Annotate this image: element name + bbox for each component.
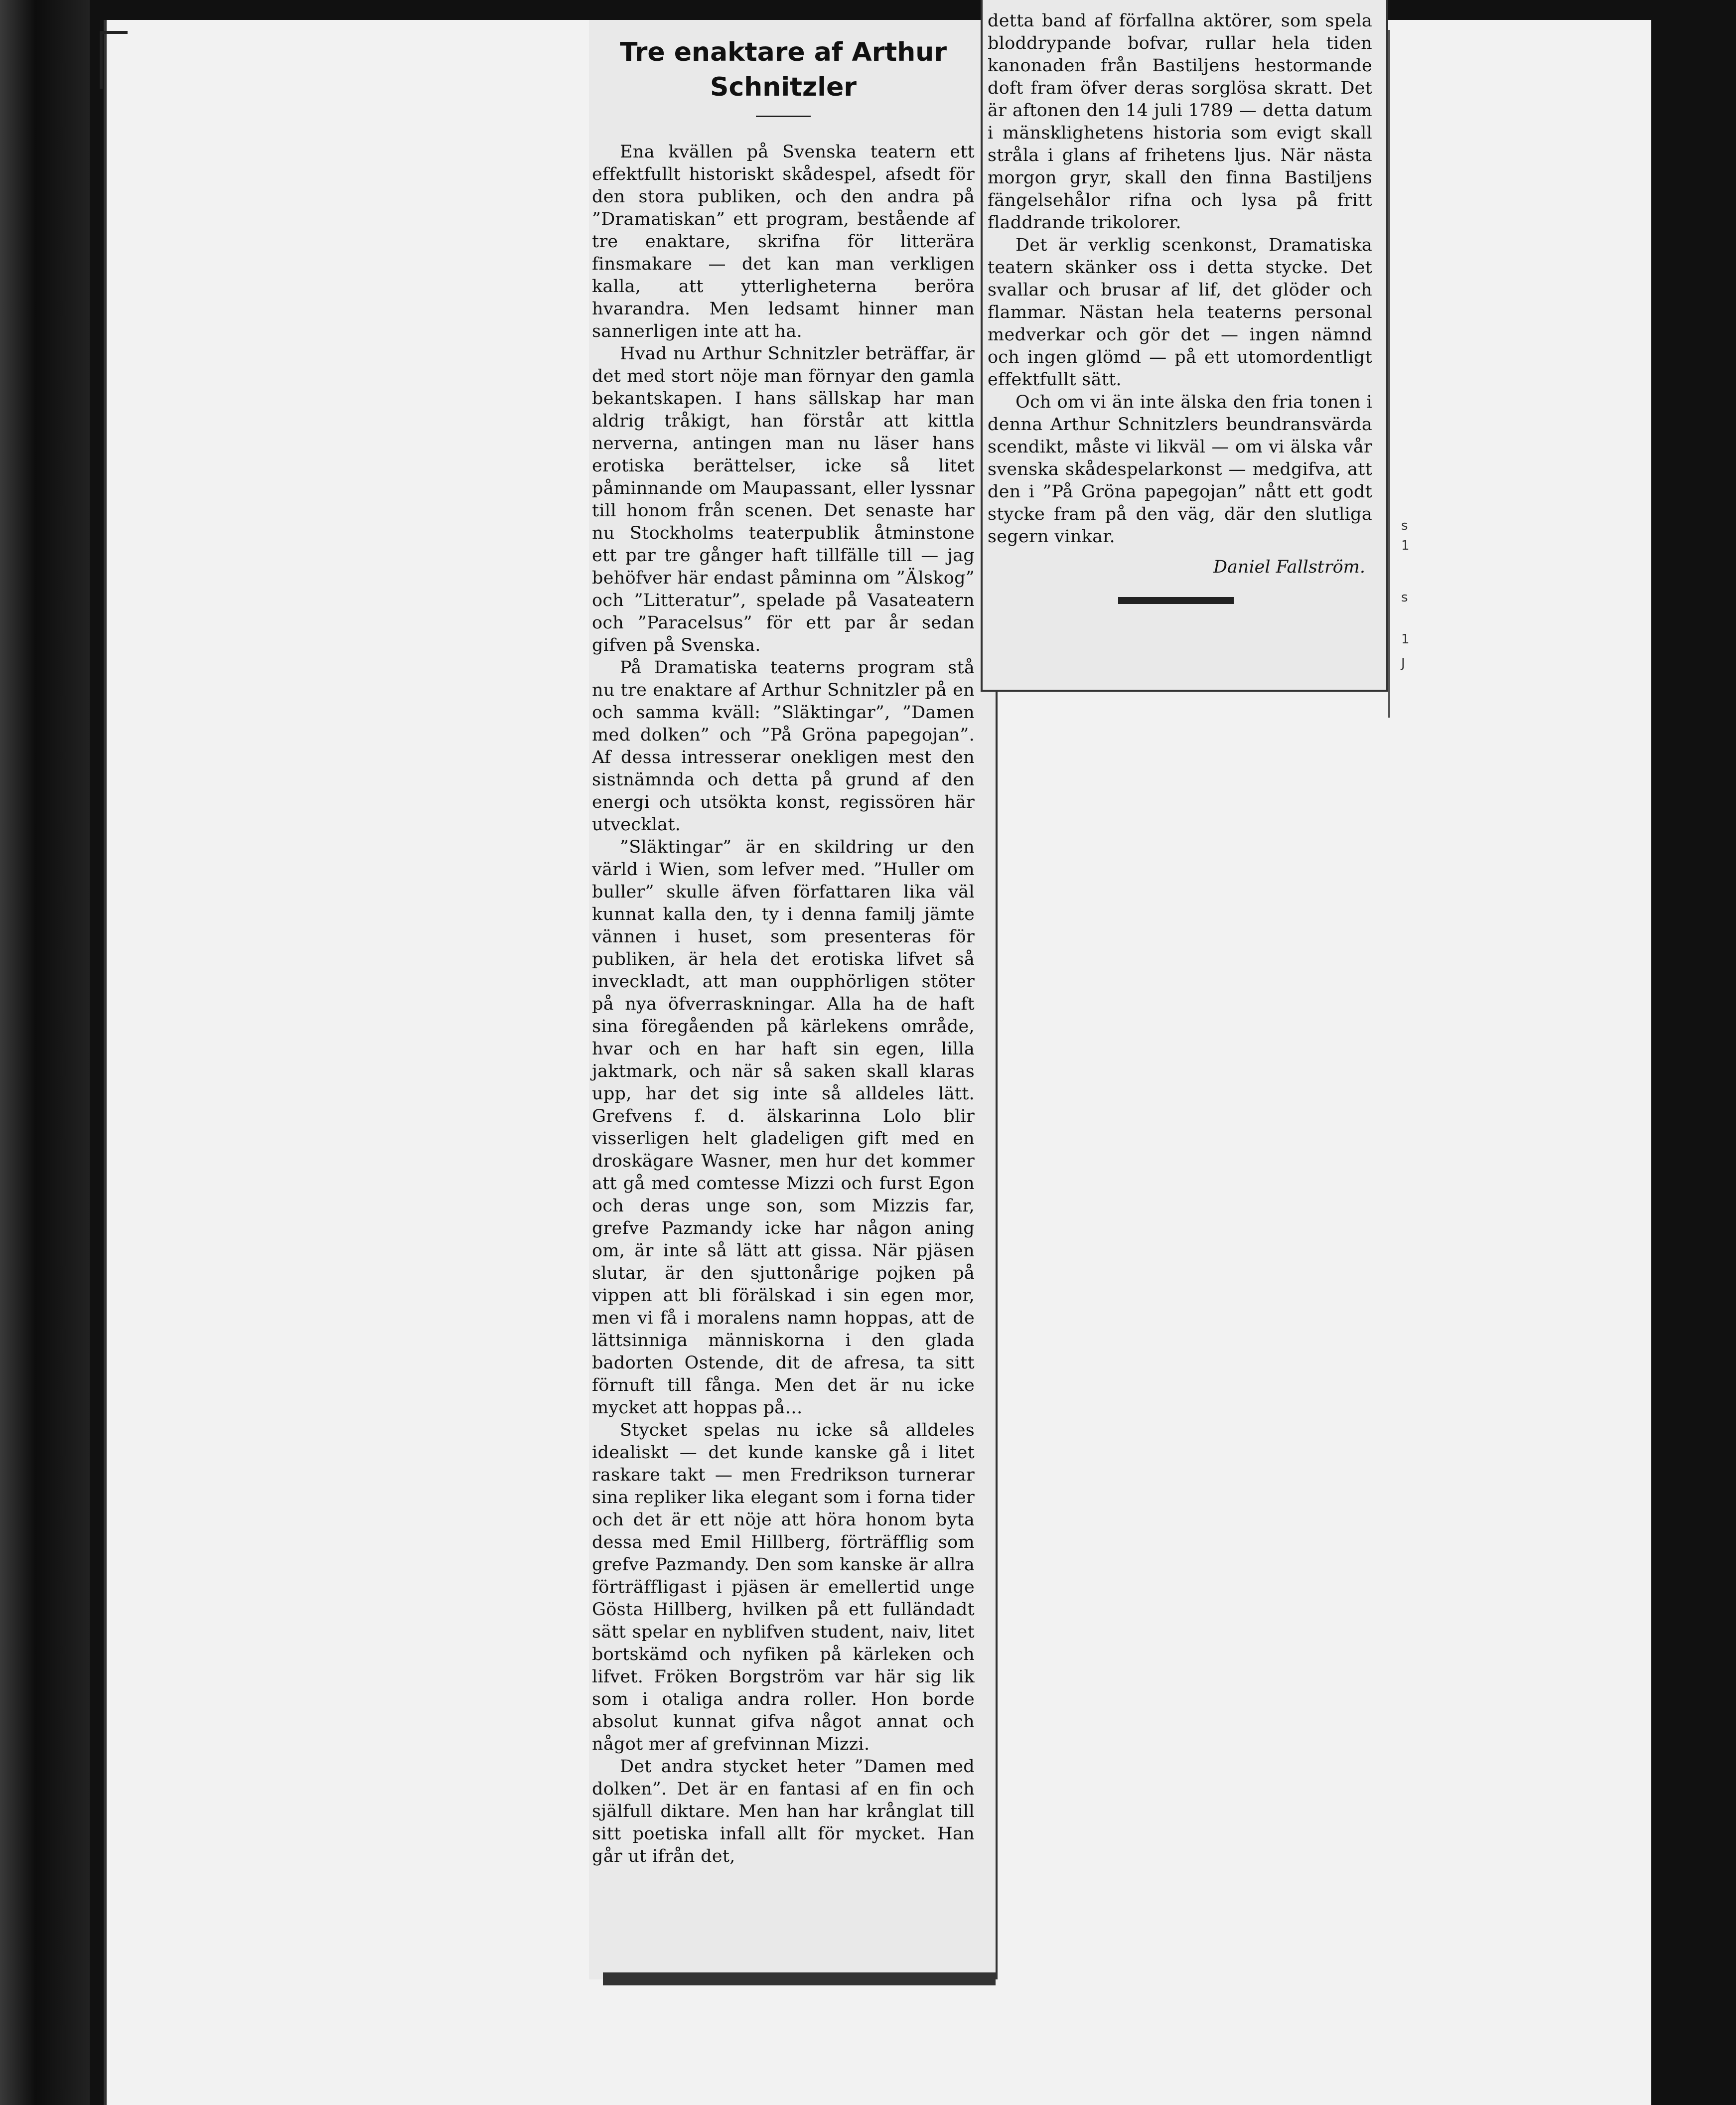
paragraph: På Dramatiska teaterns program stå nu tre enaktare af Arthur Schnitzler på en och samma kväll: ”Släktingar”, ”Damen med dolken” och ”På Gröna papegojan”. Af dessa intresserar onekligen mest den sistnämnda och detta på grund af den energi och utsökta konst, regissören här utvecklat. — [592, 658, 975, 835]
edge-letter: s — [1401, 590, 1408, 605]
column-end-rule — [603, 1972, 996, 1985]
paragraph: Stycket spelas nu icke så alldeles idealiskt — det kunde kanske gå i litet raskare takt — men Fredrikson turnerar sina repliker lika elegant som i forna tider och det är ett nöje att höra honom byta dessa med Emil Hillberg, förträfflig som grefve Pazmandy. Den som kanske är allra förträffligast i pjäsen är emellertid unge Gösta Hillberg, hvilken på ett fulländadt sätt spelar en nyblifven student, naiv, litet bortskämd och nyfiken på kärleken och lifvet. Fröken Borgström var här sig lik som i otaliga andra roller. Hon borde absolut kunnat gifva något annat och något mer af grefvinnan Mizzi. — [592, 1420, 975, 1754]
headline-rule — [756, 116, 811, 117]
paragraph: Det är verklig scenkonst, Dramatiska teatern skänker oss i detta stycke. Det svallar och brusar af lif, det glöder och flammar. Nästan hela teaterns personal medverkar och gör det — ingen nämnd och ingen glömd — på ett utomordentligt effektfullt sätt. — [988, 235, 1372, 390]
headline: Tre enaktare af Arthur Schnitzler — [620, 37, 947, 102]
edge-letter: J — [1401, 656, 1405, 671]
edge-letter: 1 — [1401, 538, 1410, 553]
edge-letter: s — [1401, 518, 1408, 533]
paragraph: Och om vi än inte älska den fria tonen i denna Arthur Schnitzlers beundransvärda scendikt, måste vi likväl — om vi älska vår svenska skådespelarkonst — medgifva, att den i ”På Gröna papegojan” nått ett godt stycke fram på den väg, där den slutliga segern vinkar. — [988, 392, 1372, 547]
paragraph: Ena kvällen på Svenska teatern ett effektfullt historiskt skådespel, afsedt för den stora publiken, och den andra på ”Dramatiskan” ett program, bestående af tre enaktare, skrifna för litterära finsmakare — det kan man verkligen kalla, att ytterligheterna beröra hvarandra. Men ledsamt hinner man sannerligen inte att ha. — [592, 142, 975, 341]
edge-letter: 1 — [1401, 632, 1410, 647]
paragraph: ”Släktingar” är en skildring ur den värld i Wien, som lefver med. ”Huller om buller” skulle äfven författaren lika väl kunnat kalla den, ty i denna familj jämte vännen i huset, som presenteras för publiken, är hela det erotiska lifvet så inveckladt, att man oupphörligen stöter på nya öfverraskningar. Alla ha de haft sina föregåenden på kärlekens område, hvar och en har haft sin egen, lilla jaktmark, och när så saken skall klaras upp, har det sig inte så alldeles lätt. Grefvens f. d. älskarinna Lolo blir visserligen helt gladeligen gift med en droskägare Wasner, men hur det kommer att gå med comtesse Mizzi och furst Egon och deras unge son, som Mizzis far, grefve Pazmandy icke har någon aning om, är inte så lätt att gissa. När pjäsen slutar, är den sjuttonårige pojken på vippen att bli förälskad i sin egen mor, men vi få i moralens namn hoppas, att de lättsinniga människorna i den glada badorten Ostende, dit de afresa, ta sitt förnuft till fånga. Men det är nu icke mycket att hoppas på… — [592, 837, 975, 1418]
author-signature: Daniel Fallström. — [1213, 557, 1365, 577]
left-page-edge — [0, 0, 90, 2105]
paragraph: Det andra stycket heter ”Damen med dolken”. Det är en fantasi af en fin och själfull diktare. Men han har krånglat till sitt poetiska infall allt för mycket. Han går ut ifrån det, — [592, 1757, 975, 1866]
paragraph: detta band af förfallna aktörer, som spela bloddrypande bofvar, rullar hela tiden kanonaden från Bastiljens hestormande doft fram öfver deras sorglösa skratt. Det är aftonen den 14 juli 1789 — detta datum i mänsklighetens historia som evigt skall stråla i glans af frihetens ljus. När nästa morgon gryr, skall den finna Bastiljens fängelsehålor rifna och lysa på fritt fladdrande trikolorer. — [988, 11, 1372, 233]
clipping-main-column — [589, 20, 998, 1979]
corner-mark — [100, 31, 128, 89]
clipping-edge — [1388, 30, 1390, 718]
clipping-continuation-column — [981, 0, 1388, 692]
end-rule — [1118, 597, 1234, 604]
paragraph: Hvad nu Arthur Schnitzler beträffar, är det med stort nöje man förnyar den gamla bekantskapen. I hans sällskap har man aldrig tråkigt, han förstår att kittla nerverna, antingen man nu läser hans erotiska berättelser, icke så litet påminnande om Maupassant, eller lyssnar till honom från scenen. Det senaste har nu Stockholms teaterpublik åtminstone ett par tre gånger haft tillfälle till — jag behöfver här endast påminna om ”Älskog” och ”Litteratur”, spelade på Vasateatern och ”Paracelsus” för ett par år sedan gifven på Svenska. — [592, 344, 975, 655]
